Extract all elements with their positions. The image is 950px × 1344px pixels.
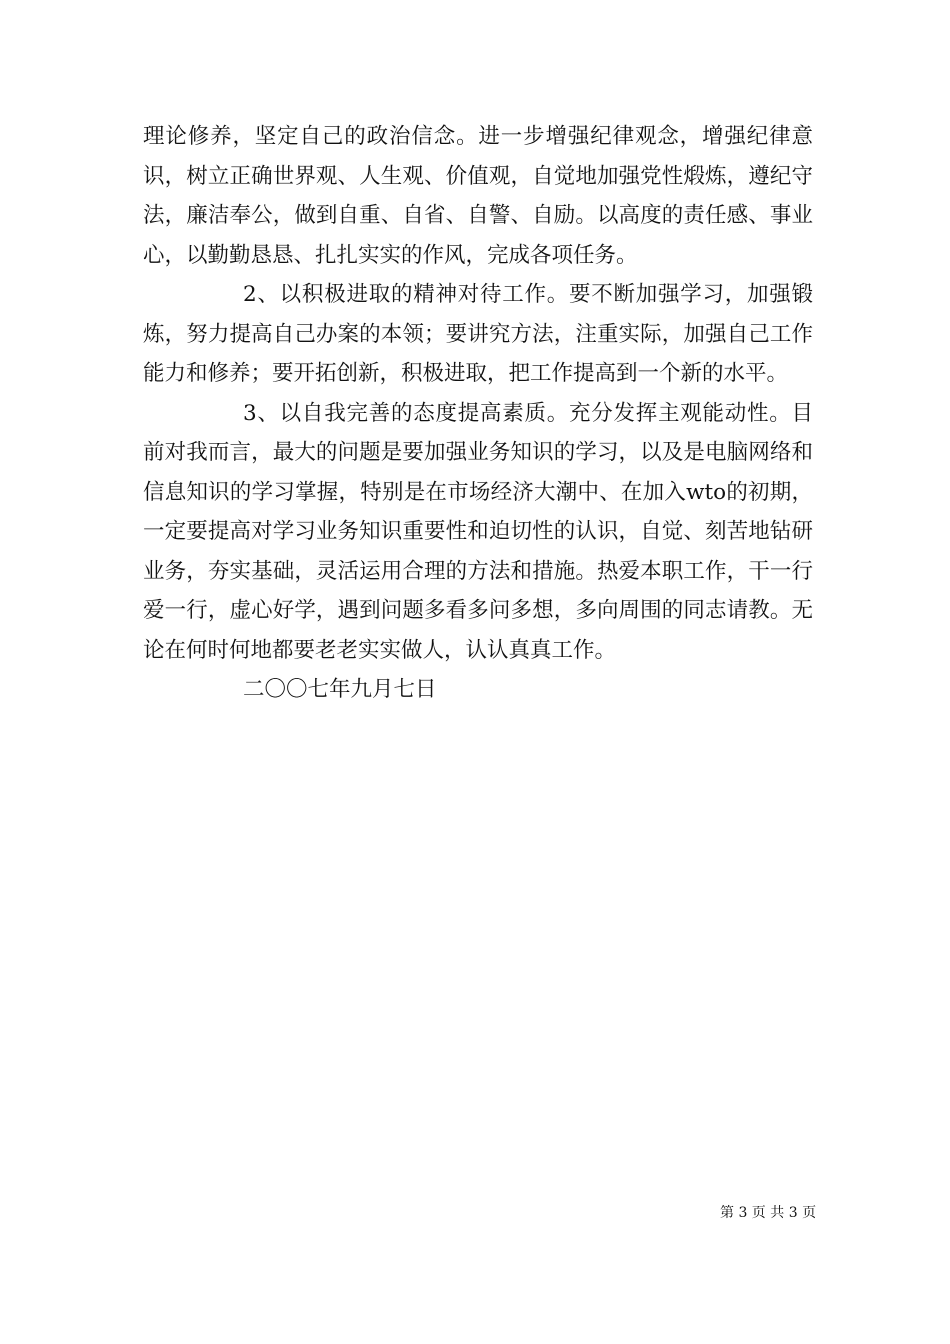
document-body bbox=[143, 117, 813, 710]
document-date: 二〇〇七年九月七日 bbox=[243, 677, 437, 702]
paragraph-item-3: 3、以自我完善的态度提高素质。充分发挥主观能动性。目前对我而言，最大的问题是要加强业务知识的学习，以及是电脑网络和信息知识的学习掌握，特别是在市场经济大潮中、在加入wto的初期，一定要提高对学习业务知识重要性和迫切性的认识，自觉、刻苦地钻研业务，夯实基础，灵活运用合理的方法和措施。热爱本职工作，干一行爱一行，虚心好学，遇到问题多看多问多想，多向周围的同志请教。无论在何时何地都要老老实实做人，认认真真工作。 bbox=[143, 400, 813, 663]
page-number-footer: 第 3 页 共 3 页 bbox=[720, 1205, 817, 1221]
paragraph-continuation: 理论修养，坚定自己的政治信念。进一步增强纪律观念，增强纪律意识，树立正确世界观、人生观、价值观，自觉地加强党性煅炼，遵纪守法，廉洁奉公，做到自重、自省、自警、自励。以高度的责任感、事业心，以勤勤恳恳、扎扎实实的作风，完成各项任务。 bbox=[143, 124, 813, 268]
paragraph-item-2: 2、以积极进取的精神对待工作。要不断加强学习，加强锻炼，努力提高自己办案的本领；要讲究方法，注重实际，加强自己工作能力和修养；要开拓创新，积极进取，把工作提高到一个新的水平。 bbox=[143, 282, 813, 386]
